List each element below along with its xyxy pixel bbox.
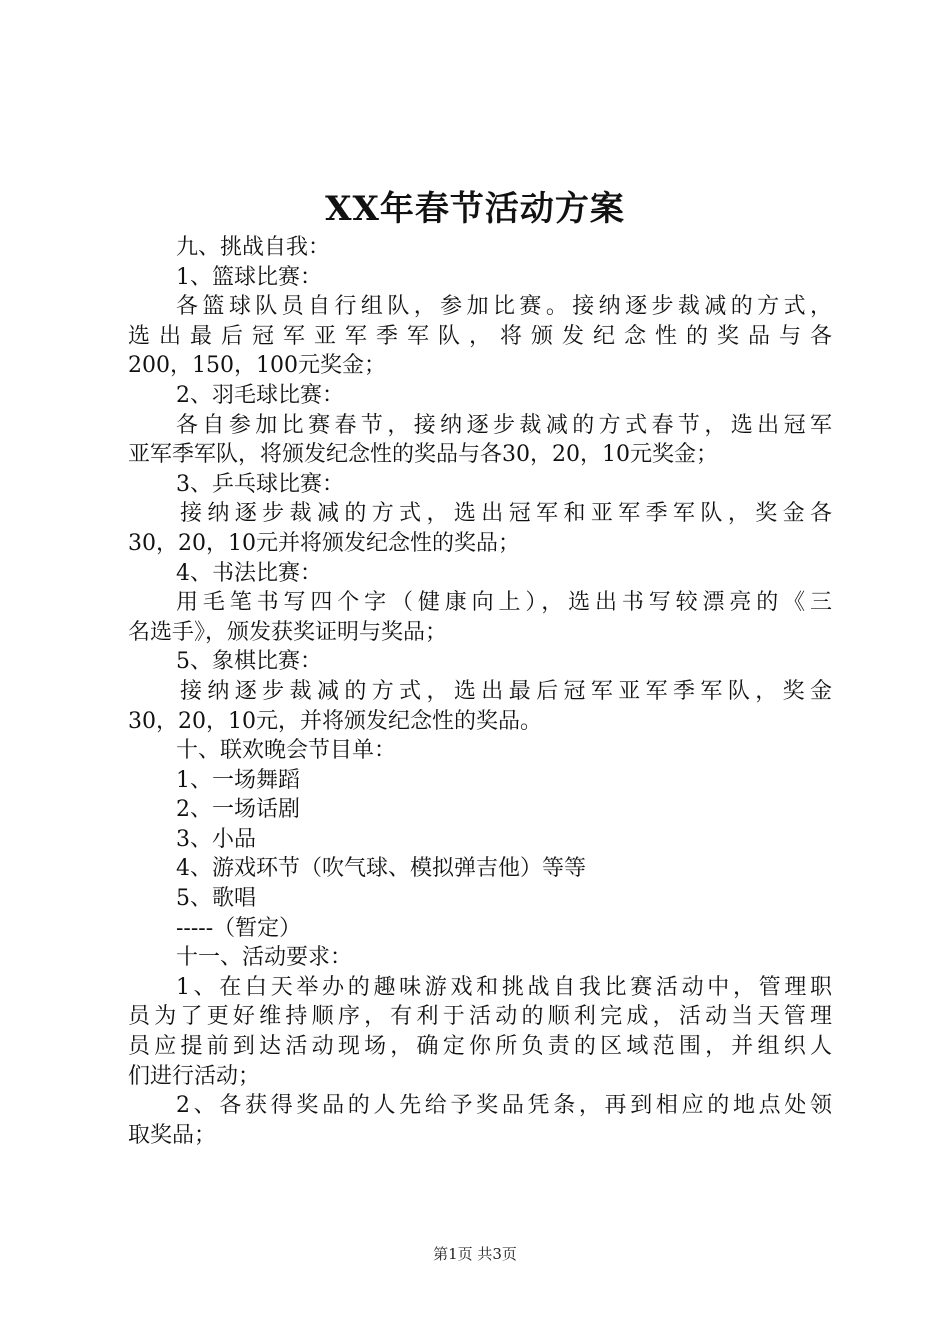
list-item: 3、小品 <box>176 826 256 852</box>
paragraph-line: 取奖品； <box>128 1122 217 1148</box>
list-item: 3、乒乓球比赛： <box>176 471 344 497</box>
tentative-note: -----（暂定） <box>176 915 302 941</box>
list-item: 4、游戏环节（吹气球、模拟弹吉他）等等 <box>176 856 586 882</box>
paragraph-line: 1、在白天举办的趣味游戏和挑战自我比赛活动中，管理职 <box>176 974 832 1000</box>
paragraph-line: 名选手》，颁发获奖证明与奖品； <box>128 619 448 645</box>
paragraph-line: 30，20，10元并将颁发纪念性的奖品； <box>128 530 520 556</box>
list-item: 5、歌唱 <box>176 886 256 912</box>
paragraph-line: 各自参加比赛春节，接纳逐步裁减的方式春节，选出冠军 <box>176 412 832 438</box>
document-body <box>128 233 832 1150</box>
paragraph-line: 用毛笔书写四个字（健康向上），选出书写较漂亮的《三 <box>176 590 832 616</box>
paragraph-line: 选出最后冠军亚军季军队，将颁发纪念性的奖品与各 <box>128 323 832 349</box>
document-title: XX年春节活动方案 <box>325 189 625 229</box>
section-heading: 十一、活动要求： <box>176 945 353 971</box>
section-heading: 九、挑战自我： <box>176 235 331 260</box>
list-item: 4、书法比赛： <box>176 560 322 586</box>
list-item: 5、象棋比赛： <box>176 649 322 675</box>
paragraph-line: 员应提前到达活动现场，确定你所负责的区域范围，并组织人 <box>128 1034 832 1060</box>
paragraph-line: 亚军季军队，将颁发纪念性的奖品与各30，20，10元奖金； <box>128 442 718 468</box>
paragraph-line: 接纳逐步裁减的方式，选出最后冠军亚军季军队，奖金 <box>180 678 832 704</box>
list-item: 2、一场话剧 <box>176 797 300 823</box>
page-number-footer: 第1页 共3页 <box>433 1245 517 1263</box>
paragraph-line: 们进行活动； <box>128 1063 261 1089</box>
paragraph-line: 200，150，100元奖金； <box>128 353 386 379</box>
paragraph-line: 2、各获得奖品的人先给予奖品凭条，再到相应的地点处领 <box>176 1093 832 1119</box>
list-item: 1、一场舞蹈 <box>176 767 300 793</box>
section-heading: 十、联欢晚会节目单： <box>176 738 397 764</box>
paragraph-line: 各篮球队员自行组队，参加比赛。接纳逐步裁减的方式， <box>176 294 832 320</box>
paragraph-line: 员为了更好维持顺序，有利于活动的顺利完成，活动当天管理 <box>128 1004 832 1030</box>
list-item: 1、篮球比赛： <box>176 264 322 290</box>
list-item: 2、羽毛球比赛： <box>176 382 344 408</box>
paragraph-line: 接纳逐步裁减的方式，选出冠军和亚军季军队，奖金各 <box>180 501 832 527</box>
paragraph-line: 30，20，10元，并将颁发纪念性的奖品。 <box>128 708 542 734</box>
